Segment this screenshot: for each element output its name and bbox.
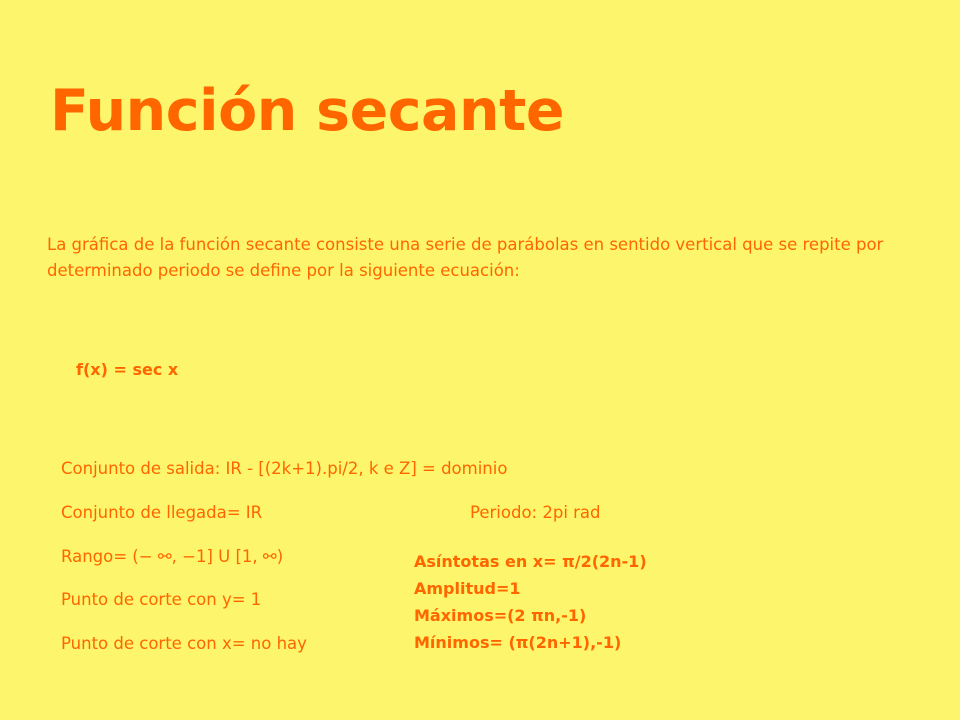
minimos: Mínimos= (π(2n+1),-1) — [414, 633, 622, 652]
asintotas: Asíntotas en x= π/2(2n-1) — [414, 552, 647, 571]
rango: Rango= (− ⚯, −1] U [1, ⚯) — [61, 547, 284, 566]
punto-corte-x: Punto de corte con x= no hay — [61, 634, 307, 653]
details-block — [414, 548, 647, 656]
amplitud: Amplitud=1 — [414, 579, 521, 598]
conjunto-llegada: Conjunto de llegada= IR — [61, 503, 263, 522]
periodo: Periodo: 2pi rad — [470, 503, 601, 522]
punto-corte-y: Punto de corte con y= 1 — [61, 590, 262, 609]
slide-title: Función secante — [50, 78, 564, 144]
formula: f(x) = sec x — [76, 360, 179, 379]
conjunto-salida: Conjunto de salida: IR - [(2k+1).pi/2, k e Z] = dominio — [61, 459, 508, 478]
intro-paragraph: La gráfica de la función secante consiste una serie de parábolas en sentido vertical que se repite por determinado periodo se define por la siguiente ecuación: — [47, 235, 884, 280]
maximos: Máximos=(2 πn,-1) — [414, 606, 587, 625]
